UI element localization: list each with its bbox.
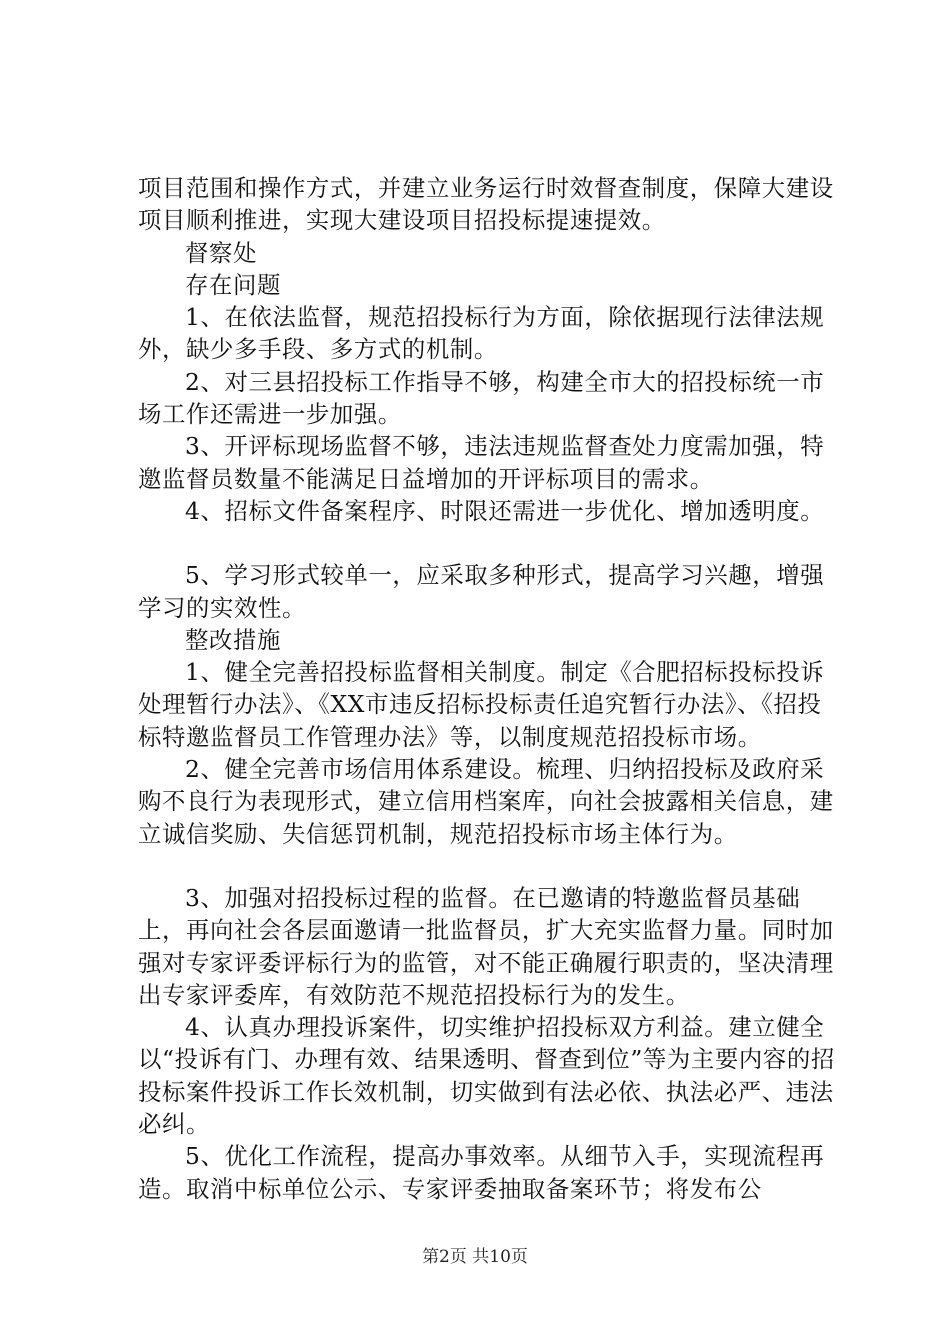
document-body (138, 172, 838, 1205)
measure-item-5: 5、优化工作流程，提高办事效率。从细节入手，实现流程再造。取消中标单位公示、专家评委抽取备案环节；将发布公 (138, 1142, 825, 1203)
measure-item-3: 3、加强对招投标过程的监督。在已邀请的特邀监督员基础上，再向社会各层面邀请一批监督员，扩大充实监督力量。同时加强对专家评委评标行为的监管，对不能正确履行职责的，坚决清理出专家评委库，有效防范不规范招投标行为的发生。 (138, 883, 834, 1009)
problem-item-1: 1、在依法监督，规范招投标行为方面，除依据现行法律法规外，缺少多手段、多方式的机制。 (138, 303, 825, 364)
measure-item-2: 2、健全完善市场信用体系建设。梳理、归纳招投标及政府采购不良行为表现形式，建立信用档案库，向社会披露相关信息，建立诚信奖励、失信惩罚机制，规范招投标市场主体行为。 (138, 755, 834, 848)
blank-line (138, 850, 838, 882)
problem-item-4: 4、招标文件备案程序、时限还需进一步优化、增加透明度。 (185, 496, 825, 525)
paragraph-continuation: 项目范围和操作方式，并建立业务运行时效督查制度，保障大建设项目顺利推进，实现大建设项目招投标提速提效。 (138, 174, 834, 235)
measure-item-4: 4、认真办理投诉案件，切实维护招投标双方利益。建立健全以“投诉有门、办理有效、结果透明、督查到位”等为主要内容的招投标案件投诉工作长效机制，切实做到有法必依、执法必严、违法必纠。 (138, 1013, 835, 1139)
blank-line (138, 527, 838, 559)
subheading-rectification-measures: 整改措施 (185, 625, 281, 654)
measure-item-1: 1、健全完善招投标监督相关制度。制定《合肥招标投标投诉处理暂行办法》、《XX市违反招标投标责任追究暂行办法》、《招投标特邀监督员工作管理办法》等，以制度规范招投标市场。 (138, 658, 825, 751)
problem-item-2: 2、对三县招投标工作指导不够，构建全市大的招投标统一市场工作还需进一步加强。 (138, 367, 825, 429)
problem-item-5: 5、学习形式较单一，应采取多种形式，提高学习兴趣，增强学习的实效性。 (138, 561, 825, 622)
page-number-footer: 第2页 共10页 (422, 1247, 528, 1267)
subheading-existing-problems: 存在问题 (185, 270, 281, 299)
problem-item-3: 3、开评标现场监督不够，违法违规监督查处力度需加强，特邀监督员数量不能满足日益增加的开评标项目的需求。 (138, 432, 825, 493)
section-heading-inspection-office: 督察处 (185, 238, 257, 267)
